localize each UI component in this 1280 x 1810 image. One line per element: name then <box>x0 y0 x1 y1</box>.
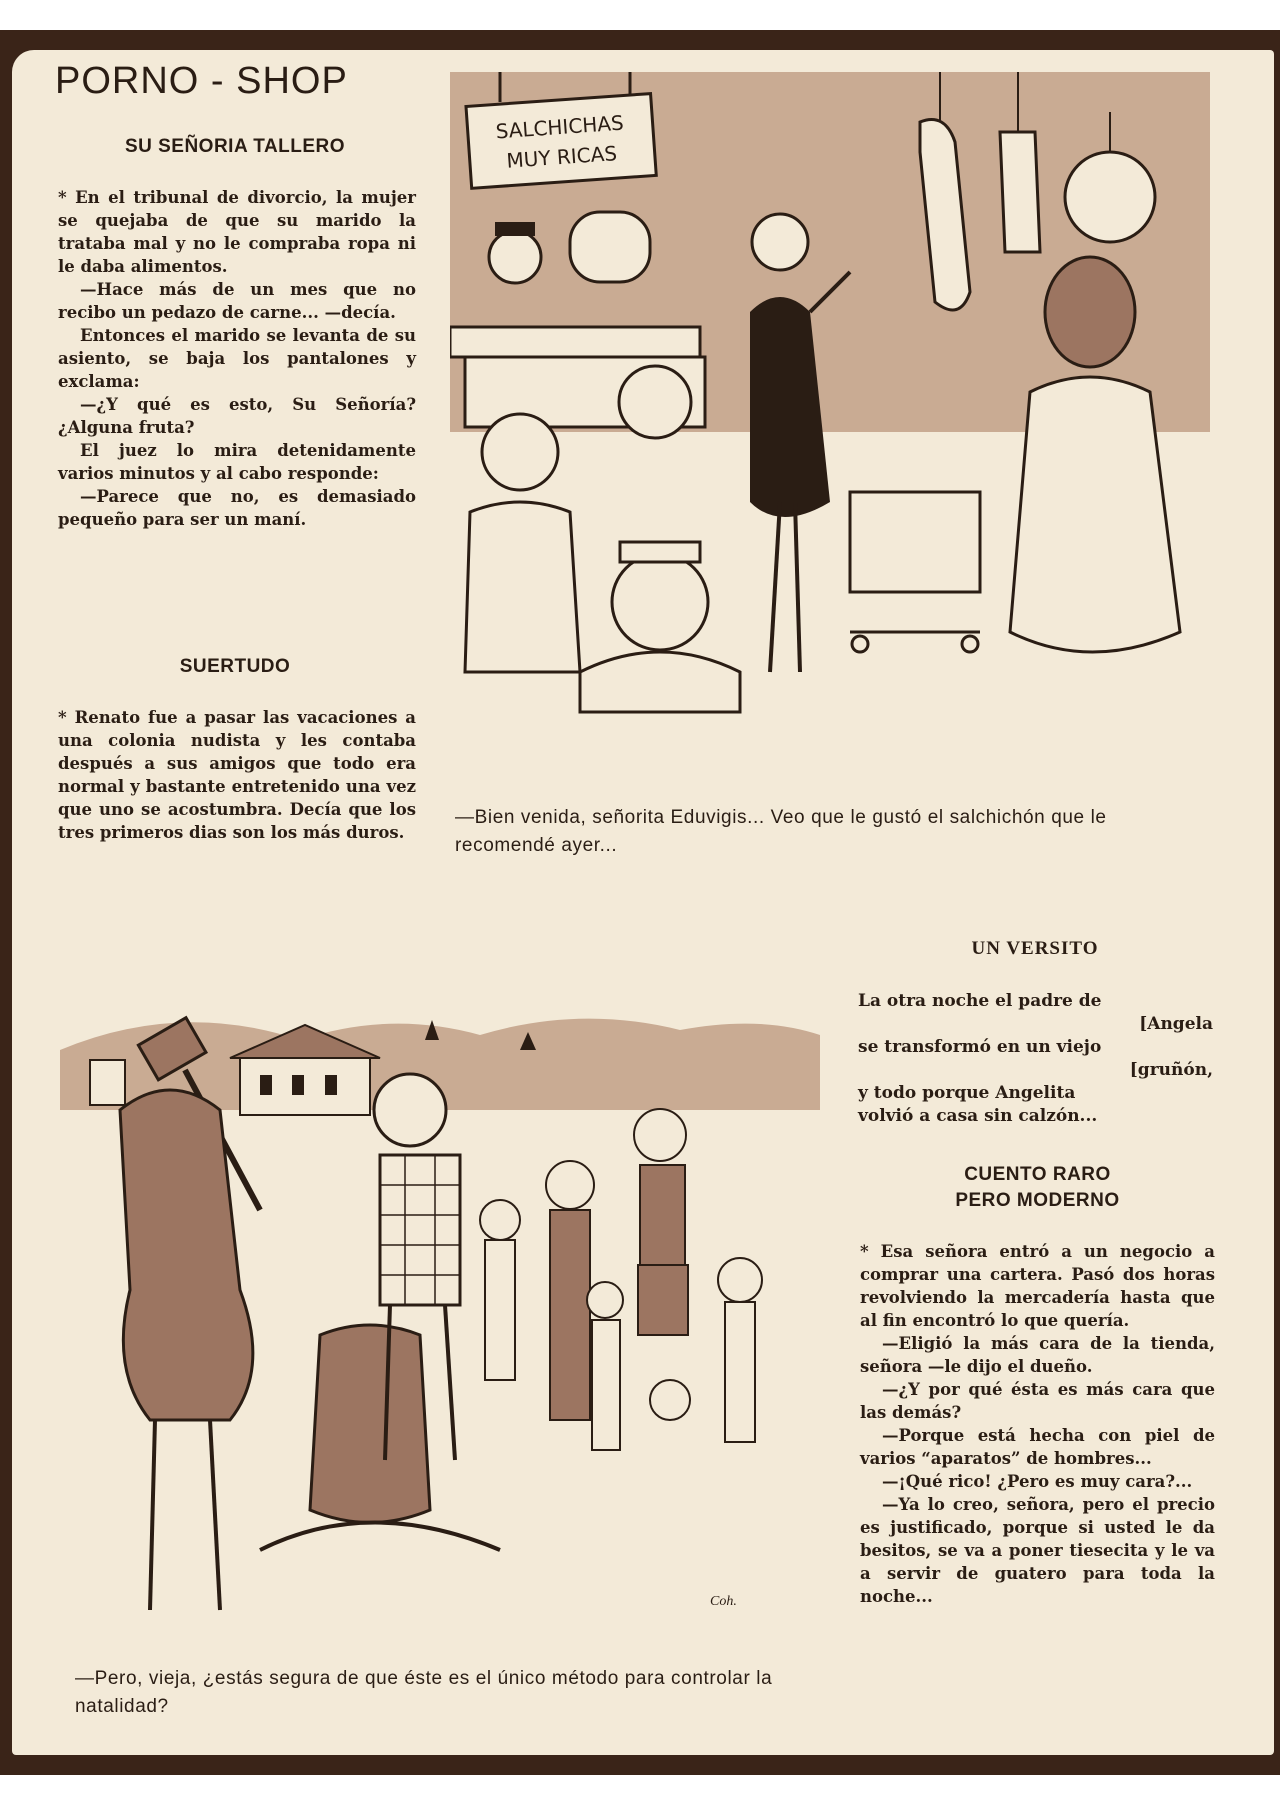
story-body-cuento-raro <box>860 1240 1215 1608</box>
poem-line: [Angela <box>1139 1014 1213 1034</box>
paragraph: * Esa señora entró a un negocio a comprar una cartera. Pasó dos horas revolviendo la mercadería hasta que al fin encontró lo que quería. <box>860 1242 1215 1330</box>
paragraph: —Porque está hecha con piel de varios “aparatos” de hombres... <box>860 1426 1215 1468</box>
family-axe-illustration <box>60 990 820 1650</box>
story-title-suertudo: SUERTUDO <box>179 656 291 677</box>
paragraph: —Hace más de un mes que no recibo un pedazo de carne... —decía. <box>58 280 416 322</box>
sausage-shop-illustration <box>450 72 1210 782</box>
paragraph: Entonces el marido se levanta de su asiento, se baja los pantalones y exclama: <box>58 326 416 391</box>
paragraph: El juez lo mira detenidamente varios minutos y al cabo responde: <box>58 441 416 483</box>
page-title: PORNO - SHOP <box>55 60 348 102</box>
paragraph: * En el tribunal de divorcio, la mujer se quejaba de que su marido la trataba mal y no le compraba ropa ni le daba alimentos. <box>58 188 416 276</box>
paragraph: * Renato fue a pasar las vacaciones a una colonia nudista y les contaba después a sus amigos que todo era normal y bastante entretenido una vez que uno se acostumbra. Decía que los tres primeros dias son los más duros. <box>58 708 416 842</box>
shop-sign-line2: MUY RICAS <box>505 141 618 173</box>
story-title-un-versito: UN VERSITO <box>971 938 1099 959</box>
paragraph: —Parece que no, es demasiado pequeño para ser un maní. <box>58 487 416 529</box>
poem-line: [gruñón, <box>1129 1060 1213 1080</box>
poem-line: volvió a casa sin calzón... <box>858 1106 1098 1126</box>
story-body-su-senoria <box>58 186 416 531</box>
cartoon-sausage-shop <box>450 72 1210 782</box>
cartoon-caption-sausage: —Bien venida, señorita Eduvigis... Veo que le gustó el salchichón que le recomendé ayer... <box>455 807 1107 856</box>
paragraph: —¡Qué rico! ¿Pero es muy cara?... <box>882 1472 1193 1491</box>
paragraph: —¿Y qué es esto, Su Señoría? ¿Alguna fruta? <box>58 395 416 437</box>
shop-sign-line1: SALCHICHAS <box>494 110 625 144</box>
cartoon-family-axe <box>60 990 820 1650</box>
title-line: CUENTO RARO <box>964 1164 1111 1185</box>
story-title-su-senoria: SU SEÑORIA TALLERO <box>124 136 346 157</box>
poem-line: se transformó en un viejo <box>858 1037 1102 1057</box>
poem-line: La otra noche el padre de <box>858 991 1102 1011</box>
story-body-suertudo <box>58 706 416 844</box>
artist-signature: Coh. <box>710 1594 737 1609</box>
poem-un-versito <box>858 990 1213 1128</box>
paragraph: —¿Y por qué ésta es más cara que las demás? <box>860 1380 1215 1422</box>
title-line: PERO MODERNO <box>955 1190 1120 1211</box>
cartoon-caption-family: —Pero, vieja, ¿estás segura de que éste es el único método para controlar la natalidad? <box>75 1668 773 1717</box>
poem-line: y todo porque Angelita <box>858 1083 1076 1103</box>
story-title-cuento-raro <box>860 1162 1215 1214</box>
paragraph: —Ya lo creo, señora, pero el precio es justificado, porque si usted le da besitos, se va a poner tiesecita y le va a servir de guatero para toda la noche... <box>860 1495 1215 1606</box>
paragraph: —Eligió la más cara de la tienda, señora —le dijo el dueño. <box>860 1334 1215 1376</box>
